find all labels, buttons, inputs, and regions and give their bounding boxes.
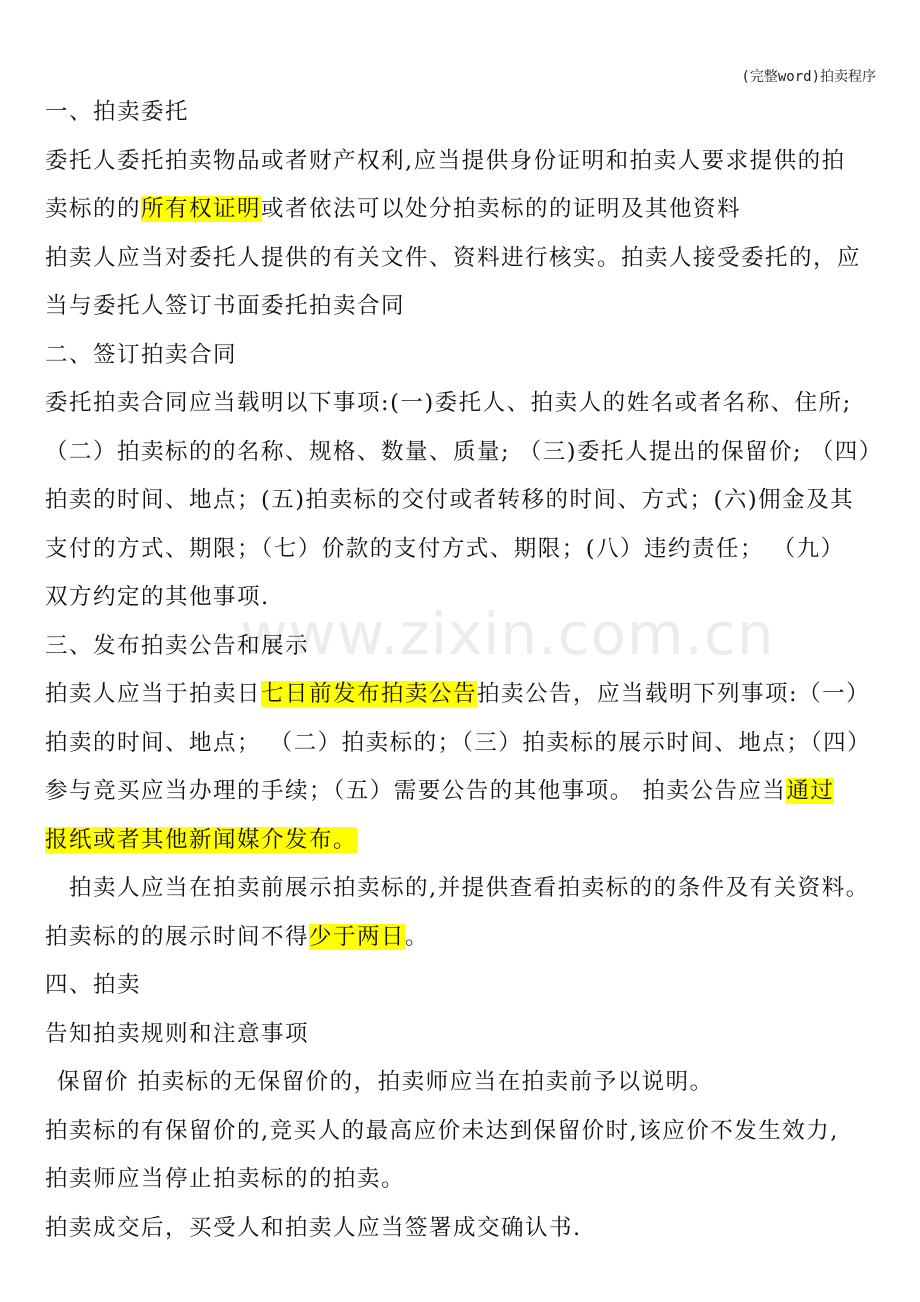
text-line	[45, 88, 885, 137]
watermark: www.zixin.com.cn	[240, 600, 775, 668]
text-segment: 卖标的的	[45, 196, 142, 222]
text-line	[45, 428, 885, 477]
highlighted-text: 通过	[786, 778, 835, 804]
text-segment: 一、拍卖委托	[45, 99, 190, 125]
text-segment: 三、发布拍卖公告和展示	[45, 632, 310, 659]
text-line	[45, 185, 885, 234]
text-segment: （二）拍卖标的的名称、规格、数量、质量; （三)委托人提出的保留价; （四）	[45, 438, 883, 465]
text-segment: 双方约定的其他事项.	[45, 584, 270, 610]
text-line	[45, 379, 885, 428]
text-segment: 拍卖的时间、地点； （二）拍卖标的；（三）拍卖标的展示时间、地点；（四）	[45, 729, 872, 756]
text-line	[45, 719, 885, 768]
text-line	[45, 1204, 885, 1253]
text-segment: 拍卖人应当于拍卖日	[45, 681, 262, 707]
text-line	[45, 864, 885, 913]
text-line	[45, 622, 885, 671]
text-line	[45, 331, 885, 380]
text-segment: 拍卖人应当在拍卖前展示拍卖标的,并提供查看拍卖标的的条件及有关资料。	[69, 875, 870, 901]
text-segment: 拍卖标的的展示时间不得	[45, 923, 310, 950]
text-segment: 四、拍卖	[45, 972, 142, 998]
text-segment: 拍卖公告，应当载明下列事项:（一）	[477, 681, 871, 707]
text-line	[45, 767, 885, 816]
text-segment: 。	[405, 923, 430, 950]
highlighted-text: 所有权证明	[141, 196, 262, 222]
text-line	[45, 137, 885, 186]
text-segment: 二、签订拍卖合同	[45, 341, 238, 368]
text-line	[45, 1010, 885, 1059]
text-line	[45, 1155, 885, 1204]
text-segment: 告知拍卖规则和注意事项	[45, 1020, 310, 1047]
text-segment: 参与竞买应当办理的手续；（五）需要公告的其他事项。 拍卖公告应当	[45, 778, 787, 804]
text-segment: 委托拍卖合同应当载明以下事项:(一)委托人、拍卖人的姓名或者名称、住所;	[45, 390, 852, 416]
text-segment: 拍卖成交后，买受人和拍卖人应当签署成交确认书.	[45, 1214, 582, 1241]
text-line	[45, 573, 885, 622]
text-segment: 拍卖的时间、地点；(五)拍卖标的交付或者转移的时间、方式；(六)佣金及其	[45, 487, 855, 513]
document-header: (完整word)拍卖程序	[741, 69, 876, 85]
document-body	[45, 88, 885, 1252]
text-line	[45, 234, 885, 283]
text-line	[45, 1058, 885, 1107]
text-segment: 拍卖师应当停止拍卖标的的拍卖。	[45, 1166, 406, 1192]
text-segment: 当与委托人签订书面委托拍卖合同	[45, 293, 406, 319]
text-line	[45, 816, 885, 865]
text-segment: 或者依法可以处分拍卖标的的证明及其他资料	[261, 196, 742, 222]
highlighted-text: 七日前发布拍卖公告	[261, 681, 478, 707]
text-segment: 拍卖标的有保留价的,竞买人的最高应价未达到保留价时,该应价不发生效力,	[45, 1117, 839, 1144]
text-line	[45, 670, 885, 719]
text-segment: 支付的方式、期限；（七）价款的支付方式、期限；(八）违约责任； （九）	[45, 535, 845, 562]
highlighted-text: 少于两日	[309, 923, 406, 950]
text-line	[45, 1107, 885, 1156]
text-line	[45, 961, 885, 1010]
text-line	[45, 476, 885, 525]
highlighted-text: 报纸或者其他新闻媒介发布。	[45, 826, 358, 853]
text-line	[45, 282, 885, 331]
text-line	[45, 913, 885, 962]
text-line	[45, 525, 885, 574]
text-segment: 拍卖人应当对委托人提供的有关文件、资料进行核实。拍卖人接受委托的，应	[45, 244, 862, 271]
text-segment: 保留价 拍卖标的无保留价的，拍卖师应当在拍卖前予以说明。	[57, 1069, 714, 1095]
text-segment: 委托人委托拍卖物品或者财产权利,应当提供身份证明和拍卖人要求提供的拍	[45, 147, 846, 174]
